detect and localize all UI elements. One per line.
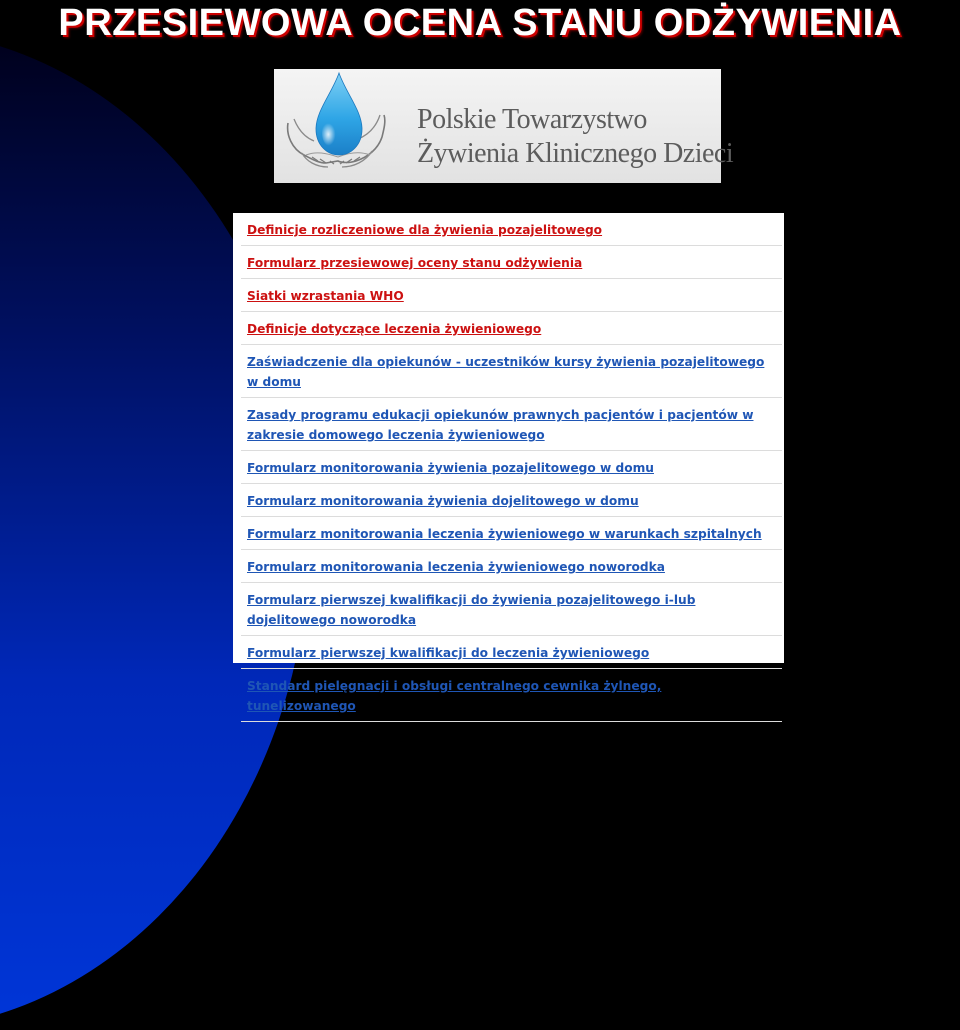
document-link[interactable]: Definicje dotyczące leczenia żywieniowego <box>247 322 542 336</box>
organization-logo <box>274 69 734 183</box>
link-row <box>241 583 782 636</box>
link-row <box>241 517 782 550</box>
document-link[interactable]: Formularz monitorowania żywienia dojelitowego w domu <box>247 494 639 508</box>
documents-links-list <box>241 213 784 722</box>
document-link[interactable]: Formularz pierwszej kwalifikacji do żywienia pozajelitowego i-lub dojelitowego noworodka <box>247 593 696 627</box>
link-row <box>241 398 782 451</box>
document-link[interactable]: Zaświadczenie dla opiekunów - uczestników kursy żywienia pozajelitowego w domu <box>247 355 765 389</box>
document-link[interactable]: Standard pielęgnacji i obsługi centralnego cewnika żylnego, tunelizowanego <box>247 679 662 713</box>
link-row <box>241 669 782 722</box>
link-row <box>241 312 782 345</box>
link-row <box>241 279 782 312</box>
link-row <box>241 484 782 517</box>
documents-links-panel <box>233 213 784 713</box>
document-link[interactable]: Siatki wzrastania WHO <box>247 289 404 303</box>
document-link[interactable]: Zasady programu edukacji opiekunów prawnych pacjentów i pacjentów w zakresie domowego leczenia żywieniowego <box>247 408 754 442</box>
link-row <box>241 550 782 583</box>
link-row <box>241 213 782 246</box>
document-link[interactable]: Formularz monitorowania leczenia żywieniowego w warunkach szpitalnych <box>247 527 762 541</box>
document-link[interactable]: Formularz monitorowania żywienia pozajelitowego w domu <box>247 461 654 475</box>
document-link[interactable]: Definicje rozliczeniowe dla żywienia pozajelitowego <box>247 223 603 237</box>
link-row <box>241 451 782 484</box>
logo-line-1: Polskie Towarzystwo <box>417 104 647 135</box>
document-link[interactable]: Formularz pierwszej kwalifikacji do leczenia żywieniowego <box>247 646 650 660</box>
logo-line-2: Żywienia Klinicznego Dzieci <box>417 138 734 169</box>
link-row <box>241 246 782 279</box>
document-link[interactable]: Formularz monitorowania leczenia żywieniowego noworodka <box>247 560 665 574</box>
link-row <box>241 345 782 398</box>
logo-text <box>417 103 733 171</box>
document-link[interactable]: Formularz przesiewowej oceny stanu odżywienia <box>247 256 583 270</box>
slide-title: PRZESIEWOWA OCENA STANU ODŻYWIENIA <box>58 2 902 44</box>
link-row <box>241 636 782 669</box>
water-drop-hands-icon <box>282 71 394 181</box>
